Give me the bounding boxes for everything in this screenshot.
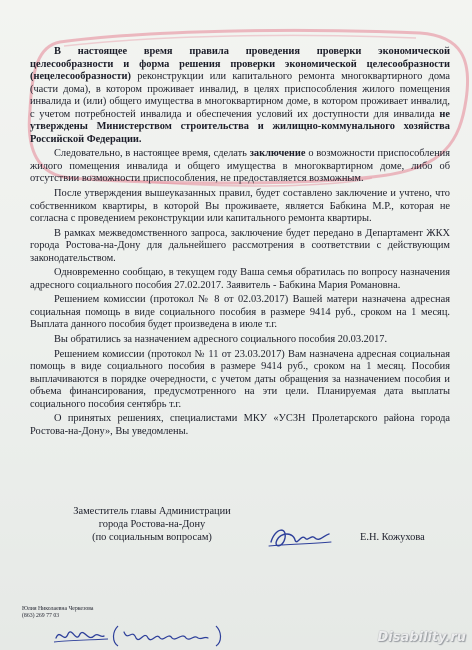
paragraph-9: О принятых решениях, специалистами МКУ «УСЗН Пролетарского района города Ростова-на-Дону», Вы уведомлены. [30, 413, 450, 437]
paragraph-4: В рамках межведомственного запроса, заключение будет передано в Департамент ЖКХ города Ростова-на-Дону для дальнейшего рассмотрения в соответствии с действующим законодательством. [30, 227, 450, 264]
handwritten-signature [265, 520, 335, 556]
executor-name: Юлия Николаевна Черкезова [22, 606, 94, 612]
signer-position-line-3: (по социальным вопросам) [92, 532, 212, 543]
handwritten-note [52, 624, 232, 648]
signatory-name: Е.Н. Кожухова [360, 532, 425, 543]
signer-position-line-2: города Ростова-на-Дону [98, 519, 206, 530]
paragraph-6: Решением комиссии (протокол № 8 от 02.03.2017) Вашей матери назначена адресная социальная помощь в виде социального пособия в размере 9414 руб., сроком на 1 месяц. Выплата данного пособия будет произведена в июле т.г. [30, 294, 450, 331]
signer-position-line-1: Заместитель главы Администрации [73, 506, 231, 517]
paragraph-1: В настоящее время правила проведения проверки экономической целесообразности и форма решения проверки экономической целесообразности (нецелесообразности) реконструкции или капитального ремонта многоквартирного дома (части дома), в котором проживает инвалид, в целях приспособления жилого помещения инвалида и (или) общего имущества в многоквартирном доме, в котором проживает инвалид, с учетом потребностей инвалида и обеспечения условий их доступности для инвалида не утверждены Министерством строительства и жилищно-коммунального хозяйства Российской Федерации. [30, 46, 450, 145]
site-watermark: Disability.ru [377, 630, 466, 645]
paragraph-7: Вы обратились за назначением адресного социального пособия 20.03.2017. [54, 334, 388, 346]
paragraph-5: Одновременно сообщаю, в текущем году Ваша семья обратилась по вопросу назначения адресного социального пособия 27.02.2017. Заявитель - Бабкина Мария Романовна. [30, 267, 450, 291]
executor-phone: (863) 269 77 03 [22, 613, 60, 619]
executor-info [22, 606, 93, 620]
signature-title-block [52, 505, 252, 544]
paragraph-2: Следовательно, в настоящее время, сделать заключение о возможности приспособления жилого помещения инвалида и общего имущества в многоквартирном доме, либо об отсутствии возможности приспособления, не предоставляется возможным. [30, 148, 451, 185]
paragraph-8: Решением комиссии (протокол № 11 от 23.03.2017) Вам назначена адресная социальная помощь в виде социального пособия в размере 9414 руб., сроком на 1 месяц. Пособия выплачиваются в порядке очередности, с учетом даты обращения за назначением пособия и объема финансирования, предусмотренного на эти цели. Планируемая дата выплаты социального пособия сентябрь т.г. [30, 348, 450, 410]
paragraph-3: После утверждения вышеуказанных правил, будет составлено заключение и учтено, что собственником квартиры, в которой Вы проживаете, является Бабкина М.Р., которая не согласна с проведением реконструкции или капитального ремонта квартиры. [30, 188, 450, 225]
letter-body [30, 46, 450, 438]
